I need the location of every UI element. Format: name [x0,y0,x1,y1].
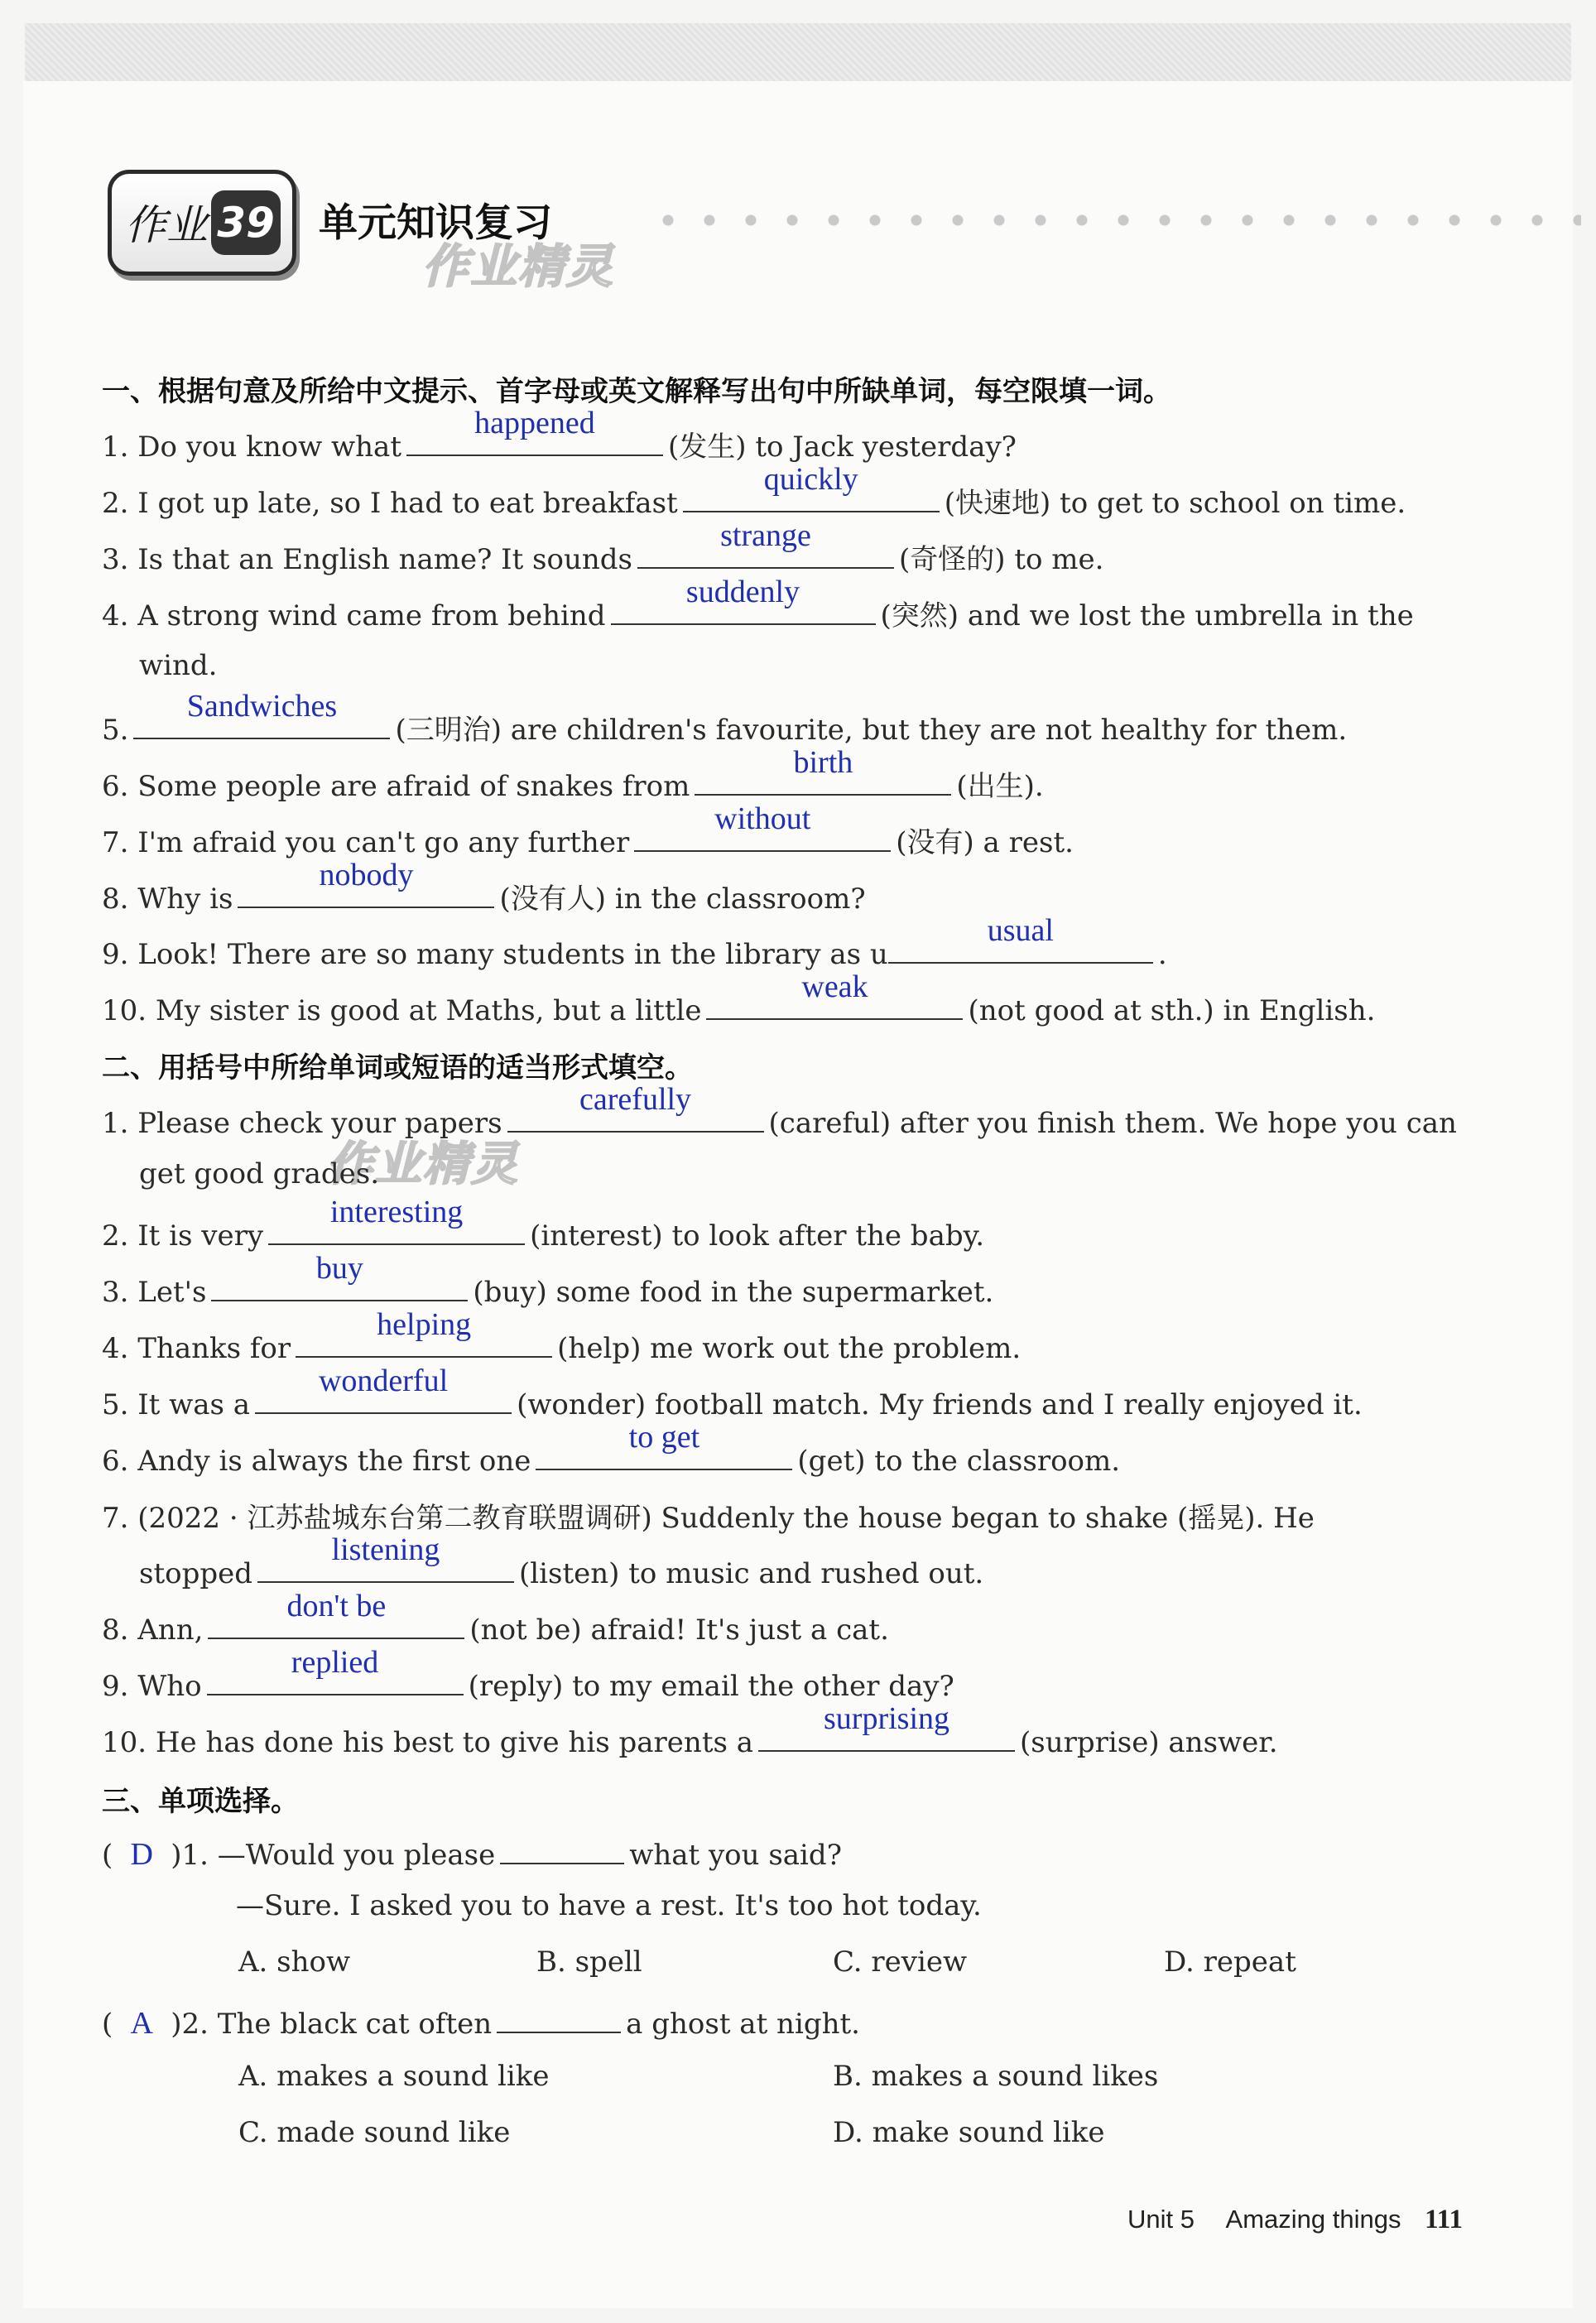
answer-text: buy [315,1251,363,1286]
answer-text: Sandwiches [186,689,338,724]
option-d: D. make sound like [833,2116,1105,2149]
s2-question-9: 9. Who replied (reply) to my email the other day? [102,1645,954,1703]
answer-text: surprising [824,1701,950,1736]
option-a: A. makes a sound like [238,2060,550,2093]
answer-text: happened [474,406,595,440]
s1-question-8: 8. Why is nobody (没有人) in the classroom? [102,858,866,916]
s1-question-3: 3. Is that an English name? It sounds strange (奇怪的) to me. [102,518,1104,576]
s2-question-5: 5. It was a wonderful (wonder) football match. My friends and I really enjoyed it. [102,1364,1363,1421]
choice-answer: A [130,2006,153,2041]
option-c: C. review [833,1945,968,1979]
badge-word: 作业 [125,201,208,249]
option-c: C. made sound like [238,2116,511,2149]
answer-text: nobody [319,858,414,892]
s1-question-10: 10. My sister is good at Maths, but a little weak (not good at sth.) in English. [102,969,1376,1027]
answer-text: strange [720,518,811,553]
section-2-title: 二、用括号中所给单词或短语的适当形式填空。 [102,1051,693,1085]
s2-question-1-cont: get good grades. [139,1157,380,1190]
option-b: B. makes a sound likes [833,2060,1159,2093]
s1-question-6: 6. Some people are afraid of snakes from birth (出生). [102,745,1044,803]
s3-question-1-reply: —Sure. I asked you to have a rest. It's too hot today. [236,1889,982,1922]
s1-question-9: 9. Look! There are so many students in the library as u usual . [102,913,1167,971]
option-d: D. repeat [1164,1945,1296,1979]
answer-text: carefully [579,1082,692,1117]
page-footer [1127,2205,1463,2235]
s2-question-10: 10. He has done his best to give his parents a surprising (surprise) answer. [102,1701,1278,1759]
s1-question-4-cont: wind. [139,649,218,682]
answer-text: quickly [763,462,858,497]
page-title: 单元知识复习 [319,200,552,246]
dotted-rule [662,214,1581,226]
option-b: B. spell [536,1945,642,1979]
answer-text: to get [628,1420,700,1455]
scan-top-band [25,23,1571,81]
answer-text: helping [377,1307,472,1342]
footer-topic: Amazing things [1225,2205,1401,2234]
watermark: 作业精灵 [422,240,614,294]
page-number: 111 [1425,2205,1463,2234]
s2-question-1: 1. Please check your papers carefully (careful) after you finish them. We hope you can [102,1082,1457,1140]
s2-question-7: 7. (2022 · 江苏盐城东台第二教育联盟调研) Suddenly the house began to shake (摇晃). He [102,1502,1315,1535]
footer-unit: Unit 5 [1127,2205,1195,2234]
s3-question-2: ( A )2. The black cat often a ghost at night. [102,2002,1476,2042]
section-1-title: 一、根据句意及所给中文提示、首字母或英文解释写出句中所缺单词，每空限填一词。 [102,375,1171,408]
s2-question-4: 4. Thanks for helping (help) me work out the problem. [102,1307,1022,1365]
s2-question-8: 8. Ann, don't be (not be) afraid! It's just a cat. [102,1589,889,1647]
badge-number: 39 [211,190,281,255]
option-a: A. show [238,1945,351,1979]
s1-question-2: 2. I got up late, so I had to eat breakfast quickly (快速地) to get to school on time. [102,462,1406,520]
homework-badge [108,170,296,276]
answer-text: don't be [286,1589,387,1623]
answer-text: interesting [329,1195,464,1229]
watermark: 作业精灵 [327,1137,519,1191]
answer-text: replied [291,1645,379,1680]
s2-question-6: 6. Andy is always the first one to get (get) to the classroom. [102,1420,1121,1478]
answer-text: suddenly [685,575,800,609]
s2-question-2: 2. It is very interesting (interest) to look after the baby. [102,1195,985,1253]
answer-text: weak [801,969,868,1004]
answer-text: without [714,801,811,836]
s1-question-7: 7. I'm afraid you can't go any further without (没有) a rest. [102,801,1074,859]
section-3-title: 三、单项选择。 [102,1785,299,1818]
s3-question-1: ( D )1. —Would you please what you said? [102,1833,1476,1873]
choice-answer: D [130,1837,153,1872]
s2-question-3: 3. Let's buy (buy) some food in the supermarket. [102,1251,994,1309]
s1-question-4: 4. A strong wind came from behind suddenly (突然) and we lost the umbrella in the [102,575,1414,632]
s1-question-1: 1. Do you know what happened (发生) to Jack yesterday? [102,406,1017,464]
answer-text: listening [331,1532,440,1567]
answer-text: birth [793,745,853,780]
answer-text: wonderful [318,1364,449,1398]
s2-question-7-cont: stopped listening (listen) to music and rushed out. [139,1532,984,1590]
s1-question-5: 5. Sandwiches (三明治) are children's favourite, but they are not healthy for them. [102,689,1348,747]
answer-text: usual [987,913,1054,948]
